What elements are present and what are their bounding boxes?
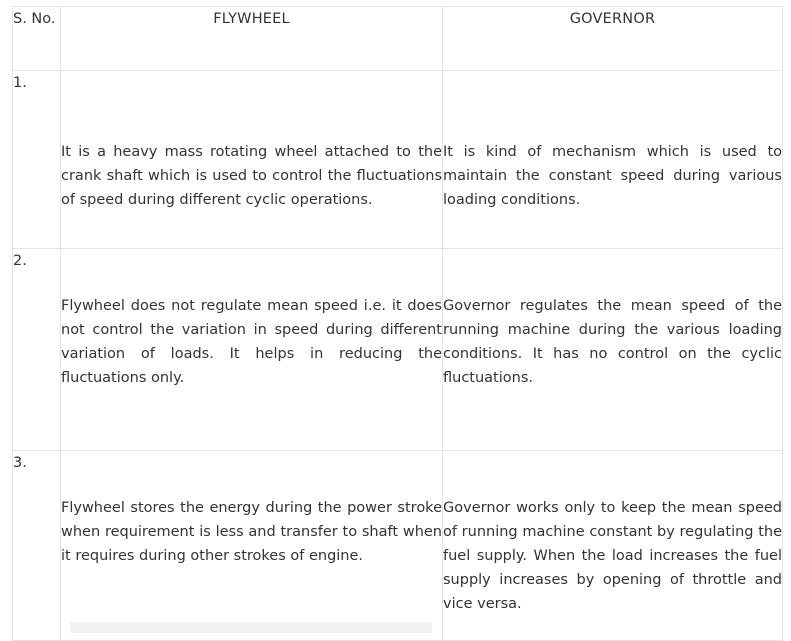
row-number: 2. [13, 249, 61, 451]
flywheel-cell: Flywheel stores the energy during the power stroke when requirement is less and transfer to shaft when it requires during other strokes of engine. [61, 451, 443, 641]
cropped-content-strip [70, 622, 432, 633]
row-number: 3. [13, 451, 61, 641]
flywheel-cell: It is a heavy mass rotating wheel attached to the crank shaft which is used to control the fluctuations of speed during different cyclic operations. [61, 71, 443, 249]
table-row [13, 249, 783, 451]
comparison-table [12, 6, 783, 641]
table-row [13, 451, 783, 641]
header-serial-number: S. No. [13, 7, 61, 71]
header-flywheel: FLYWHEEL [61, 7, 443, 71]
table-row [13, 71, 783, 249]
governor-cell: Governor regulates the mean speed of the running machine during the various loading conditions. It has no control on the cyclic fluctuations. [443, 249, 783, 451]
row-number: 1. [13, 71, 61, 249]
governor-cell: Governor works only to keep the mean speed of running machine constant by regulating the fuel supply. When the load increases the fuel supply increases by opening of throttle and vice versa. [443, 451, 783, 641]
governor-cell: It is kind of mechanism which is used to maintain the constant speed during various loading conditions. [443, 71, 783, 249]
table-header-row [13, 7, 783, 71]
header-governor: GOVERNOR [443, 7, 783, 71]
flywheel-cell: Flywheel does not regulate mean speed i.e. it does not control the variation in speed during different variation of loads. It helps in reducing the fluctuations only. [61, 249, 443, 451]
